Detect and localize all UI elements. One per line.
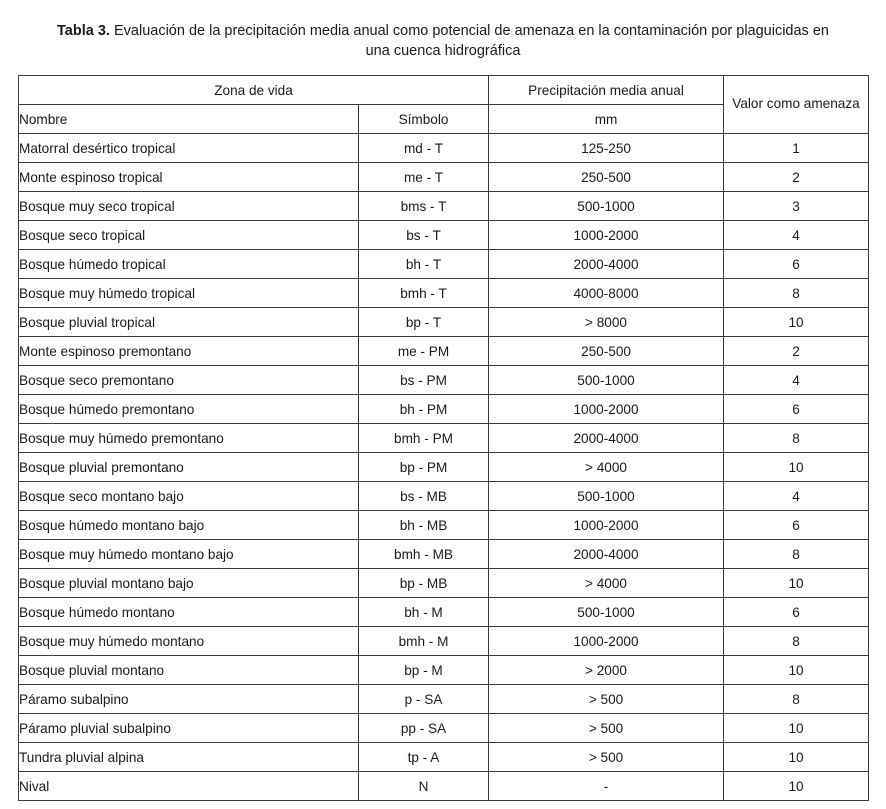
cell-simbolo: bs - T	[359, 221, 489, 250]
table-row	[19, 192, 869, 221]
cell-simbolo: bp - MB	[359, 569, 489, 598]
cell-valor: 6	[724, 395, 869, 424]
cell-mm: 2000-4000	[489, 250, 724, 279]
cell-simbolo: md - T	[359, 134, 489, 163]
cell-simbolo: bs - MB	[359, 482, 489, 511]
cell-mm: -	[489, 772, 724, 801]
cell-nombre: Bosque húmedo tropical	[19, 250, 359, 279]
cell-simbolo: tp - A	[359, 743, 489, 772]
caption-text: Evaluación de la precipitación media anual como potencial de amenaza en la contaminación por plaguicidas en una cuenca hidrográfica	[109, 23, 829, 59]
cell-mm: 4000-8000	[489, 279, 724, 308]
cell-mm: 1000-2000	[489, 627, 724, 656]
cell-nombre: Matorral desértico tropical	[19, 134, 359, 163]
cell-valor: 10	[724, 308, 869, 337]
cell-nombre: Bosque muy húmedo montano bajo	[19, 540, 359, 569]
cell-mm: > 500	[489, 685, 724, 714]
cell-mm: 1000-2000	[489, 511, 724, 540]
cell-mm: > 4000	[489, 569, 724, 598]
cell-valor: 8	[724, 685, 869, 714]
cell-valor: 8	[724, 540, 869, 569]
zonas-de-vida-table	[18, 75, 869, 801]
header-precipitacion: Precipitación media anual	[489, 76, 724, 105]
cell-nombre: Bosque muy húmedo montano	[19, 627, 359, 656]
cell-simbolo: p - SA	[359, 685, 489, 714]
subheader-nombre: Nombre	[19, 105, 359, 134]
cell-valor: 10	[724, 453, 869, 482]
cell-valor: 10	[724, 714, 869, 743]
cell-valor: 6	[724, 250, 869, 279]
cell-nombre: Bosque pluvial montano	[19, 656, 359, 685]
subheader-simbolo: Símbolo	[359, 105, 489, 134]
table-row	[19, 482, 869, 511]
table-row	[19, 540, 869, 569]
cell-nombre: Bosque muy húmedo tropical	[19, 279, 359, 308]
cell-nombre: Bosque muy húmedo premontano	[19, 424, 359, 453]
table-row	[19, 453, 869, 482]
cell-simbolo: bs - PM	[359, 366, 489, 395]
table-row	[19, 134, 869, 163]
table-row	[19, 366, 869, 395]
header-valor-amenaza: Valor como amenaza	[724, 76, 869, 134]
table-row	[19, 337, 869, 366]
table-row	[19, 424, 869, 453]
cell-nombre: Monte espinoso premontano	[19, 337, 359, 366]
cell-mm: 250-500	[489, 337, 724, 366]
cell-valor: 6	[724, 598, 869, 627]
cell-simbolo: N	[359, 772, 489, 801]
table-row	[19, 772, 869, 801]
cell-valor: 10	[724, 743, 869, 772]
cell-mm: > 8000	[489, 308, 724, 337]
cell-nombre: Bosque seco tropical	[19, 221, 359, 250]
cell-simbolo: bh - M	[359, 598, 489, 627]
cell-simbolo: bp - M	[359, 656, 489, 685]
table-body	[19, 134, 869, 801]
cell-nombre: Bosque seco premontano	[19, 366, 359, 395]
cell-mm: 2000-4000	[489, 424, 724, 453]
cell-mm: 500-1000	[489, 192, 724, 221]
cell-mm: > 500	[489, 714, 724, 743]
cell-valor: 4	[724, 221, 869, 250]
cell-nombre: Bosque pluvial tropical	[19, 308, 359, 337]
cell-simbolo: bh - PM	[359, 395, 489, 424]
cell-mm: > 4000	[489, 453, 724, 482]
cell-mm: 2000-4000	[489, 540, 724, 569]
table-row	[19, 685, 869, 714]
cell-valor: 10	[724, 569, 869, 598]
cell-nombre: Monte espinoso tropical	[19, 163, 359, 192]
cell-valor: 2	[724, 337, 869, 366]
table-row	[19, 221, 869, 250]
cell-nombre: Bosque húmedo montano	[19, 598, 359, 627]
cell-simbolo: bp - PM	[359, 453, 489, 482]
table-row	[19, 250, 869, 279]
cell-simbolo: bms - T	[359, 192, 489, 221]
cell-simbolo: bh - T	[359, 250, 489, 279]
cell-valor: 8	[724, 627, 869, 656]
cell-simbolo: bmh - MB	[359, 540, 489, 569]
cell-simbolo: bmh - M	[359, 627, 489, 656]
table-row	[19, 743, 869, 772]
cell-simbolo: bmh - T	[359, 279, 489, 308]
table-row	[19, 279, 869, 308]
cell-nombre: Bosque pluvial montano bajo	[19, 569, 359, 598]
table-row	[19, 656, 869, 685]
cell-nombre: Tundra pluvial alpina	[19, 743, 359, 772]
cell-valor: 10	[724, 772, 869, 801]
table-head	[19, 76, 869, 134]
cell-mm: 250-500	[489, 163, 724, 192]
table-row	[19, 511, 869, 540]
cell-valor: 10	[724, 656, 869, 685]
cell-valor: 4	[724, 366, 869, 395]
table-row	[19, 395, 869, 424]
cell-nombre: Páramo subalpino	[19, 685, 359, 714]
cell-nombre: Nival	[19, 772, 359, 801]
cell-mm: 500-1000	[489, 366, 724, 395]
cell-nombre: Bosque pluvial premontano	[19, 453, 359, 482]
cell-valor: 1	[724, 134, 869, 163]
cell-nombre: Bosque húmedo premontano	[19, 395, 359, 424]
cell-simbolo: bp - T	[359, 308, 489, 337]
cell-mm: 1000-2000	[489, 395, 724, 424]
header-zona-de-vida: Zona de vida	[19, 76, 489, 105]
table-row	[19, 598, 869, 627]
cell-simbolo: me - PM	[359, 337, 489, 366]
cell-valor: 6	[724, 511, 869, 540]
cell-valor: 8	[724, 424, 869, 453]
table-row	[19, 714, 869, 743]
cell-nombre: Bosque muy seco tropical	[19, 192, 359, 221]
cell-mm: 500-1000	[489, 598, 724, 627]
cell-simbolo: bh - MB	[359, 511, 489, 540]
cell-mm: 1000-2000	[489, 221, 724, 250]
cell-simbolo: me - T	[359, 163, 489, 192]
cell-nombre: Páramo pluvial subalpino	[19, 714, 359, 743]
table-caption	[43, 22, 843, 61]
table-row	[19, 569, 869, 598]
cell-simbolo: pp - SA	[359, 714, 489, 743]
cell-nombre: Bosque húmedo montano bajo	[19, 511, 359, 540]
caption-label: Tabla 3.	[57, 23, 110, 39]
table-row	[19, 308, 869, 337]
cell-mm: 125-250	[489, 134, 724, 163]
table-row	[19, 163, 869, 192]
cell-nombre: Bosque seco montano bajo	[19, 482, 359, 511]
table-header-row-group	[19, 76, 869, 105]
cell-valor: 2	[724, 163, 869, 192]
table-row	[19, 627, 869, 656]
cell-valor: 3	[724, 192, 869, 221]
subheader-mm: mm	[489, 105, 724, 134]
cell-mm: 500-1000	[489, 482, 724, 511]
cell-valor: 8	[724, 279, 869, 308]
cell-mm: > 2000	[489, 656, 724, 685]
cell-valor: 4	[724, 482, 869, 511]
cell-simbolo: bmh - PM	[359, 424, 489, 453]
cell-mm: > 500	[489, 743, 724, 772]
